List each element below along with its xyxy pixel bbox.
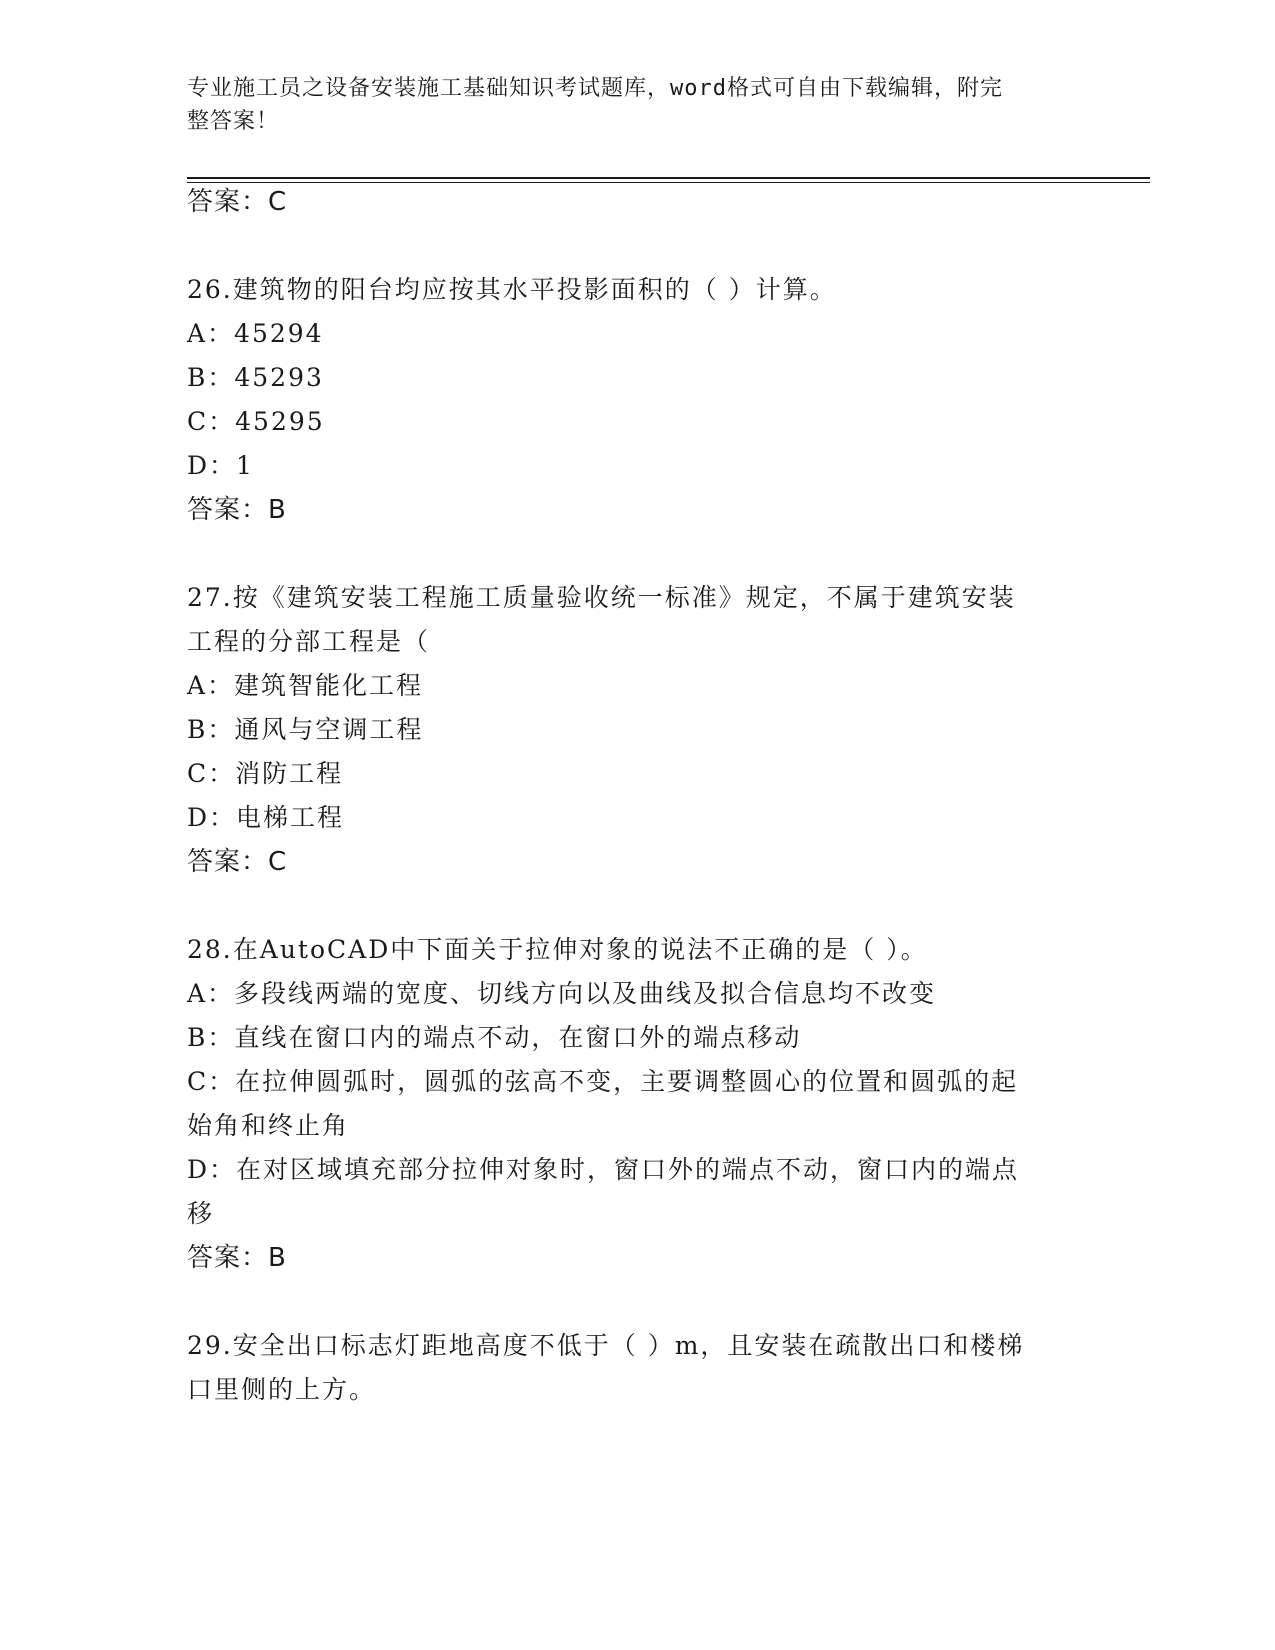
answer-27: 答案：C <box>187 847 288 877</box>
question-28-option-d-line-2: 移 <box>187 1199 215 1228</box>
question-28-option-c-line-2: 始角和终止角 <box>187 1111 350 1140</box>
header-divider-thin <box>187 182 1150 183</box>
answer-25: 答案：C <box>187 187 288 217</box>
question-26-option-c: C：45295 <box>187 407 325 436</box>
page-header <box>187 72 1067 138</box>
question-28-text: 28.在AutoCAD中下面关于拉伸对象的说法不正确的是（ ）。 <box>187 935 928 964</box>
question-27-option-c: C：消防工程 <box>187 759 344 788</box>
question-27-option-b: B：通风与空调工程 <box>187 715 424 744</box>
question-28-option-c-line-1: C：在拉伸圆弧时，圆弧的弦高不变，主要调整圆心的位置和圆弧的起 <box>187 1067 1019 1096</box>
question-28-option-b: B：直线在窗口内的端点不动，在窗口外的端点移动 <box>187 1023 802 1052</box>
answer-28: 答案：B <box>187 1243 287 1273</box>
header-title-line-1: 专业施工员之设备安装施工基础知识考试题库，word格式可自由下载编辑，附完 <box>187 76 1003 101</box>
question-26-text: 26.建筑物的阳台均应按其水平投影面积的（ ）计算。 <box>187 275 837 304</box>
header-title-line-2: 整答案！ <box>187 109 280 134</box>
question-29-text-line-2: 口里侧的上方。 <box>187 1375 377 1404</box>
question-26-option-b: B：45293 <box>187 363 324 392</box>
question-28-option-d-line-1: D：在对区域填充部分拉伸对象时，窗口外的端点不动，窗口内的端点 <box>187 1155 1020 1184</box>
question-28-option-a: A：多段线两端的宽度、切线方向以及曲线及拟合信息均不改变 <box>187 979 937 1008</box>
question-26-option-d: D：1 <box>187 451 254 480</box>
question-27-text-line-2: 工程的分部工程是（ <box>187 627 431 656</box>
header-divider-thick <box>187 177 1150 179</box>
question-26-option-a: A：45294 <box>187 319 324 348</box>
question-29-text-line-1: 29.安全出口标志灯距地高度不低于（ ）m，且安装在疏散出口和楼梯 <box>187 1331 1025 1360</box>
question-27-text-line-1: 27.按《建筑安装工程施工质量验收统一标准》规定，不属于建筑安装 <box>187 583 1016 612</box>
question-27-option-d: D：电梯工程 <box>187 803 345 832</box>
answer-26: 答案：B <box>187 495 287 525</box>
question-27-option-a: A：建筑智能化工程 <box>187 671 424 700</box>
